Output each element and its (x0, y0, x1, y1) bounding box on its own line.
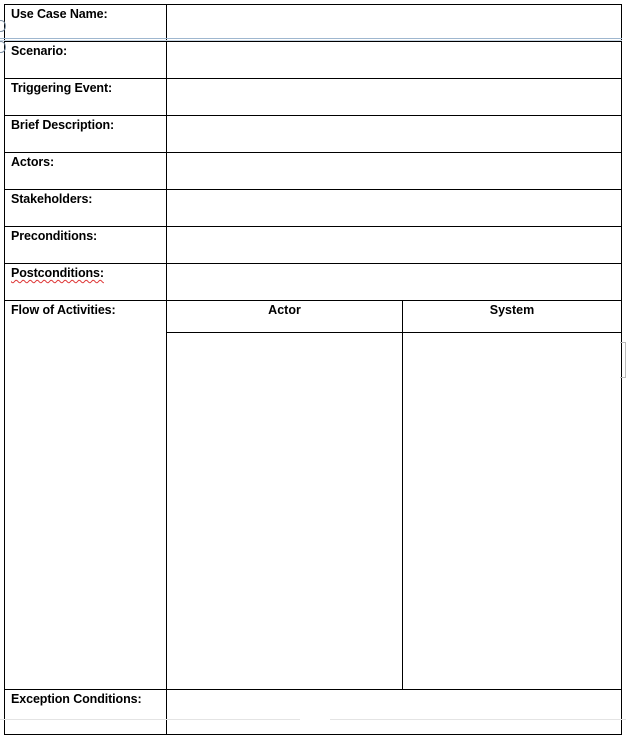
table-row-actors (5, 153, 622, 190)
use-case-name-label: Use Case Name: (5, 5, 167, 42)
table-row-flow-header (5, 301, 622, 333)
triggering-event-field[interactable] (167, 79, 622, 116)
table-row-stakeholders (5, 190, 622, 227)
postconditions-label: Postconditions: (11, 266, 104, 280)
actor-column-header: Actor (167, 301, 403, 333)
margin-marker-bottom (620, 377, 626, 378)
use-case-name-field[interactable] (167, 5, 622, 42)
selection-guide-line-secondary (0, 40, 622, 41)
stakeholders-field[interactable] (167, 190, 622, 227)
table-row-postconditions (5, 264, 622, 301)
triggering-event-label: Triggering Event: (5, 79, 167, 116)
postconditions-field[interactable] (167, 264, 622, 301)
brief-description-field[interactable] (167, 116, 622, 153)
system-column-header: System (403, 301, 622, 333)
table-row-scenario (5, 42, 622, 79)
actors-field[interactable] (167, 153, 622, 190)
exception-conditions-field[interactable] (167, 690, 622, 735)
page-bottom-edge-left (0, 719, 300, 720)
table-row-triggering-event (5, 79, 622, 116)
exception-conditions-label: Exception Conditions: (5, 690, 167, 735)
preconditions-field[interactable] (167, 227, 622, 264)
table-row-preconditions (5, 227, 622, 264)
actor-steps-field[interactable] (167, 333, 403, 690)
table-row-brief-description (5, 116, 622, 153)
postconditions-label-cell (5, 264, 167, 301)
use-case-table (4, 4, 622, 735)
brief-description-label: Brief Description: (5, 116, 167, 153)
table-row-exception-conditions (5, 690, 622, 735)
scenario-field[interactable] (167, 42, 622, 79)
preconditions-label: Preconditions: (5, 227, 167, 264)
stakeholders-label: Stakeholders: (5, 190, 167, 227)
flow-of-activities-label: Flow of Activities: (5, 301, 167, 690)
scenario-label: Scenario: (5, 42, 167, 79)
table-row-use-case-name (5, 5, 622, 42)
system-steps-field[interactable] (403, 333, 622, 690)
selection-guide-line (0, 38, 622, 39)
actors-label: Actors: (5, 153, 167, 190)
page-bottom-edge-right (330, 719, 626, 720)
